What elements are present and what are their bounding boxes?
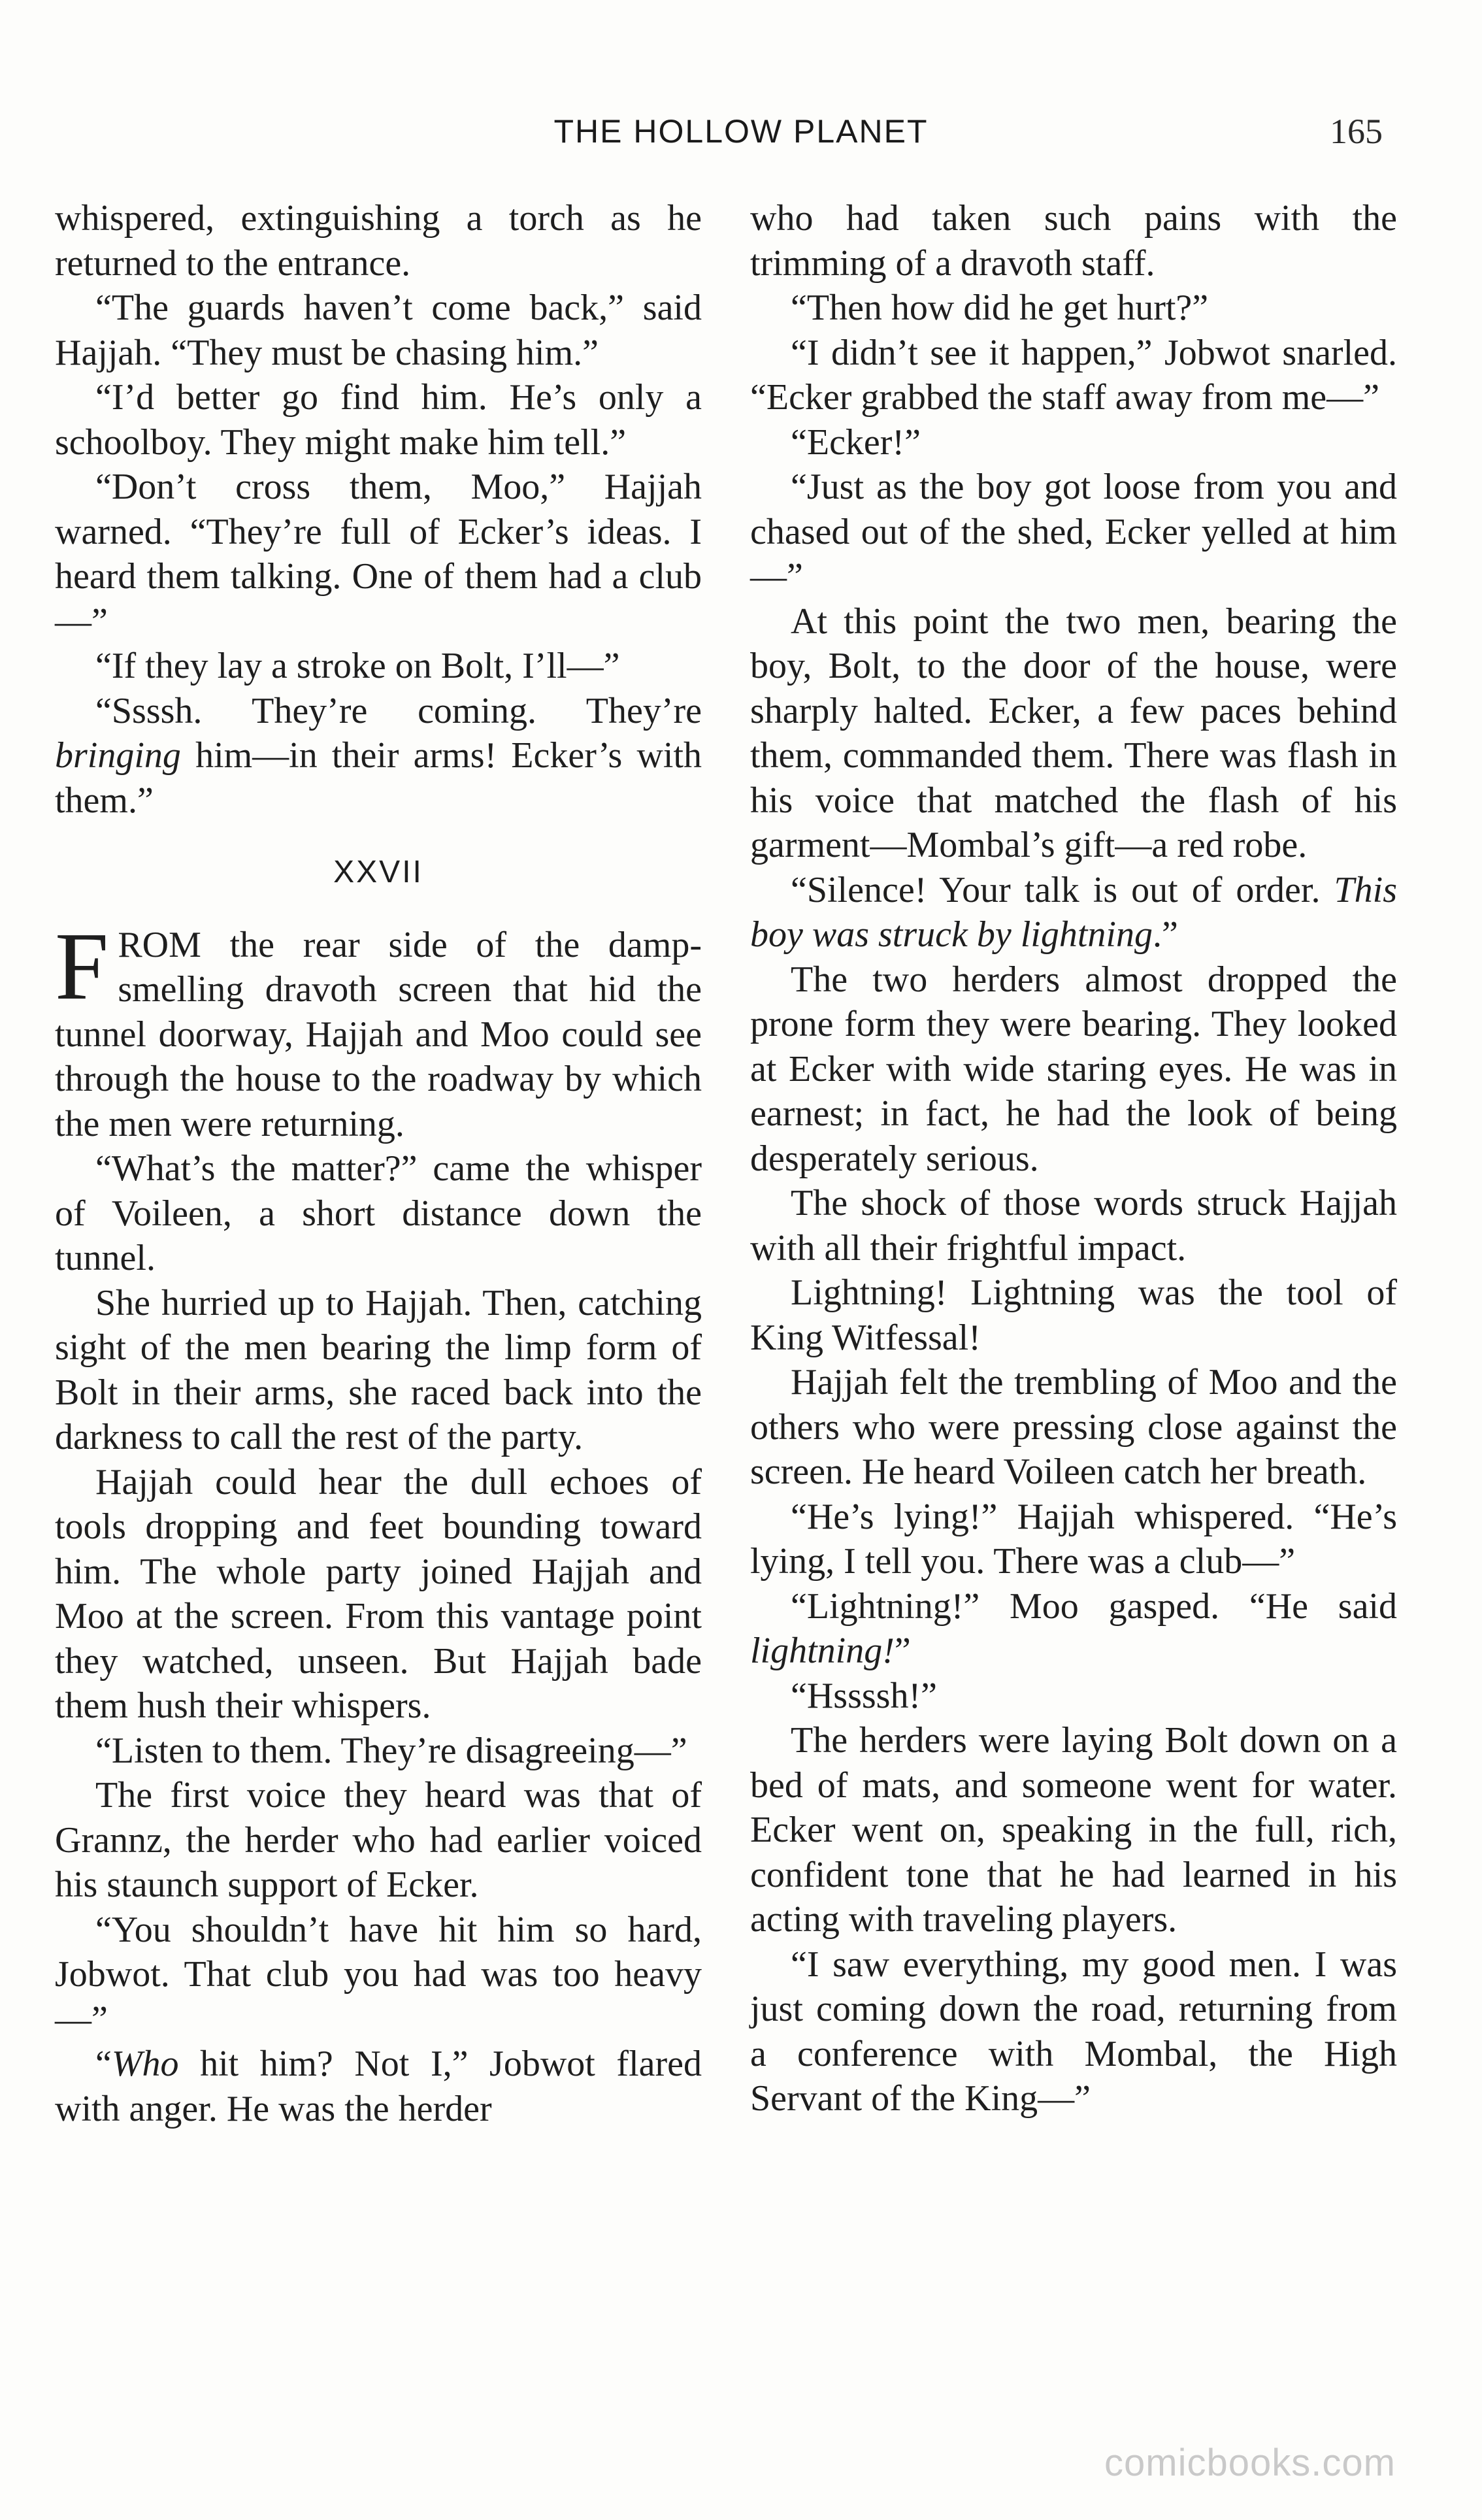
paragraph bbox=[55, 689, 702, 823]
paragraph: “Then how did he get hurt?” bbox=[791, 288, 1209, 328]
paragraph bbox=[55, 2042, 702, 2131]
paragraph bbox=[750, 1584, 1397, 1674]
text-run: .” bbox=[1152, 914, 1178, 955]
paragraph: who had taken such pains with the trimming of a dravoth staff. bbox=[750, 198, 1397, 284]
text-run: “Silence! Your talk is out of order. bbox=[791, 869, 1334, 910]
text-run: “Ssssh. They’re coming. They’re bbox=[95, 690, 702, 731]
chapter-heading: XXVII bbox=[333, 855, 423, 889]
paragraph: whispered, extinguishing a torch as he returned to the entrance. bbox=[55, 198, 702, 284]
paragraph: “What’s the matter?” came the whisper of Voileen, a short distance down the tunnel. bbox=[55, 1148, 702, 1278]
drop-cap: F bbox=[55, 912, 109, 1020]
text-run: him—in their arms! Ecker’s with them.” bbox=[55, 735, 702, 821]
page-number: 165 bbox=[1330, 112, 1383, 151]
paragraph: “He’s lying!” Hajjah whispered. “He’s lying, I tell you. There was a club—” bbox=[750, 1496, 1397, 1582]
watermark: comicbooks.com bbox=[1104, 2442, 1396, 2484]
paragraph: The herders were laying Bolt down on a bed of mats, and someone went for water. Ecker went on, speaking in the full, rich, confident tone that he had learned in his acting with traveling players. bbox=[750, 1720, 1397, 1940]
emphasis: Who bbox=[111, 2044, 179, 2084]
left-column bbox=[55, 196, 702, 2131]
paragraph: “If they lay a stroke on Bolt, I’ll—” bbox=[95, 646, 620, 686]
paragraph: The first voice they heard was that of Grannz, the herder who had earlier voiced his staunch support of Ecker. bbox=[55, 1775, 702, 1905]
paragraph: “Just as the boy got loose from you and chased out of the shed, Ecker yelled at him—” bbox=[750, 467, 1397, 597]
paragraph: “Don’t cross them, Moo,” Hajjah warned. “They’re full of Ecker’s ideas. I heard them talking. One of them had a club—” bbox=[55, 467, 702, 642]
paragraph: “You shouldn’t have hit him so hard, Jobwot. That club you had was too heavy—” bbox=[55, 1909, 702, 2040]
paragraph: Hajjah felt the trembling of Moo and the others who were pressing close against the screen. He heard Voileen catch her breath. bbox=[750, 1362, 1397, 1492]
text-run: hit him? Not I,” Jobwot flared with anger. He was the herder bbox=[55, 2044, 702, 2129]
paragraph-with-dropcap bbox=[55, 912, 702, 1147]
emphasis: This boy was struck by lightning bbox=[750, 869, 1397, 955]
text-run: ” bbox=[894, 1631, 911, 1671]
paragraph: “I didn’t see it happen,” Jobwot snarled. “Ecker grabbed the staff away from me—” bbox=[750, 332, 1397, 418]
right-column bbox=[750, 196, 1397, 2121]
running-title: THE HOLLOW PLANET bbox=[553, 113, 929, 150]
paragraph: The two herders almost dropped the prone form they were bearing. They looked at Ecker with wide staring eyes. He was in earnest; in fact, he had the look of being desperately serious. bbox=[750, 959, 1397, 1179]
small-caps-run: ROM bbox=[118, 924, 201, 965]
paragraph: “Hssssh!” bbox=[791, 1675, 937, 1716]
paragraph: Hajjah could hear the dull echoes of tools dropping and feet bounding toward him. The whole party joined Hajjah and Moo at the screen. From this vantage point they watched, unseen. But Hajjah bade them hush their whispers. bbox=[55, 1461, 702, 1726]
paragraph: “I’d better go find him. He’s only a schoolboy. They might make him tell.” bbox=[55, 377, 702, 463]
paragraph: “Ecker!” bbox=[791, 422, 921, 463]
paragraph bbox=[750, 868, 1397, 957]
text-run: the rear side of the damp-smelling dravoth screen that hid the tunnel doorway, Hajjah and Moo could see through the house to the roadway by which the men were returning. bbox=[55, 924, 702, 1144]
text-run: “ bbox=[95, 2044, 112, 2084]
paragraph: Lightning! Lightning was the tool of King Witfessal! bbox=[750, 1272, 1397, 1358]
paragraph: “I saw everything, my good men. I was just coming down the road, returning from a conference with Mombal, the High Servant of the King—” bbox=[750, 1944, 1397, 2119]
emphasis: bringing bbox=[55, 735, 181, 776]
paragraph: She hurried up to Hajjah. Then, catching sight of the men bearing the limp form of Bolt in their arms, she raced back into the darkness to call the rest of the party. bbox=[55, 1282, 702, 1457]
paragraph: The shock of those words struck Hajjah with all their frightful impact. bbox=[750, 1183, 1397, 1268]
paragraph: “The guards haven’t come back,” said Hajjah. “They must be chasing him.” bbox=[55, 288, 702, 373]
paragraph: At this point the two men, bearing the boy, Bolt, to the door of the house, were sharply halted. Ecker, a few paces behind them, commanded them. There was flash in his voice that matched the flash of his garment—Mombal’s gift—a red robe. bbox=[750, 601, 1397, 865]
paragraph: “Listen to them. They’re disagreeing—” bbox=[95, 1730, 687, 1771]
text-run: “Lightning!” Moo gasped. “He said bbox=[791, 1585, 1397, 1627]
emphasis: lightning! bbox=[750, 1631, 895, 1671]
